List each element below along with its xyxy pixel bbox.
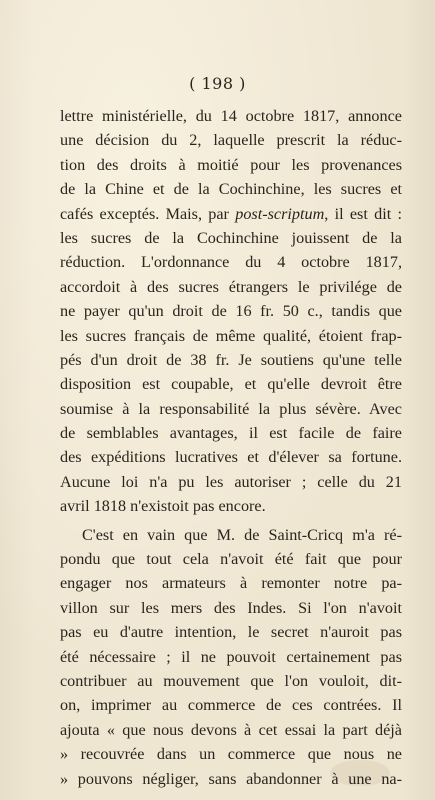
text-line: les sucres français de même qualité, étoient frap- xyxy=(60,326,402,345)
text-line: les sucres de la Cochinchine jouissent de la xyxy=(60,228,402,247)
text-line: ajouta « que nous devons à cet essai la part déjà xyxy=(60,720,402,739)
text-line: de la Chine et de la Cochinchine, les sucres et xyxy=(60,180,402,199)
text-line: » recouvrée dans un commerce que nous ne xyxy=(60,745,402,764)
text-line: réduction. L'ordonnance du 4 octobre 1817, xyxy=(60,253,402,272)
text-line: ne payer qu'un droit de 16 fr. 50 c., tandis que xyxy=(60,302,402,321)
text-line: pés d'un droit de 38 fr. Je soutiens qu'une telle xyxy=(60,350,402,369)
text-line: soumise à la responsabilité la plus sévère. Avec xyxy=(60,399,402,418)
text-line: Aucune loi n'a pu les autoriser ; celle du 21 xyxy=(60,472,402,491)
text-line: » pouvons négliger, sans abandonner à une na- xyxy=(60,769,402,788)
paragraph-2 xyxy=(60,523,402,791)
text-line: une décision du 2, laquelle prescrit la réduc- xyxy=(60,131,402,150)
text-line: contribuer au mouvement que l'on vouloit, dit- xyxy=(60,671,402,690)
text-line: cafés exceptés. Mais, par post-scriptum, il est dit : xyxy=(60,204,402,223)
text-line: engager nos armateurs à remonter notre pa- xyxy=(60,574,402,593)
text-line: accordoit à des sucres étrangers le privilége de xyxy=(60,277,402,296)
text-line: pondu que tout cela n'avoit été fait que pour xyxy=(60,550,402,569)
text-line: lettre ministérielle, du 14 octobre 1817, annonce xyxy=(60,107,402,125)
text-line: de semblables avantages, il est facile de faire xyxy=(60,424,402,443)
text-line: C'est en vain que M. de Saint-Cricq m'a ré- xyxy=(82,525,402,544)
body-text xyxy=(60,104,402,791)
text-line: des expéditions lucratives et d'élever sa fortune. xyxy=(60,448,402,467)
text-line: été nécessaire ; il ne pouvoit certainement pas xyxy=(60,647,402,666)
page-number: ( 198 ) xyxy=(189,74,246,93)
text-line: disposition est coupable, et qu'elle devroit être xyxy=(60,375,402,394)
text-line: on, imprimer au commerce de ces contrées. Il xyxy=(60,696,402,715)
text-line: pas eu d'autre intention, le secret n'auroit pas xyxy=(60,623,402,642)
paragraph-1 xyxy=(60,104,402,519)
text-line: tion des droits à moitié pour les provenances xyxy=(60,155,402,174)
text-line: avril 1818 n'existoit pas encore. xyxy=(60,497,266,516)
text-line: villon sur les mers des Indes. Si l'on n'avoit xyxy=(60,598,402,617)
